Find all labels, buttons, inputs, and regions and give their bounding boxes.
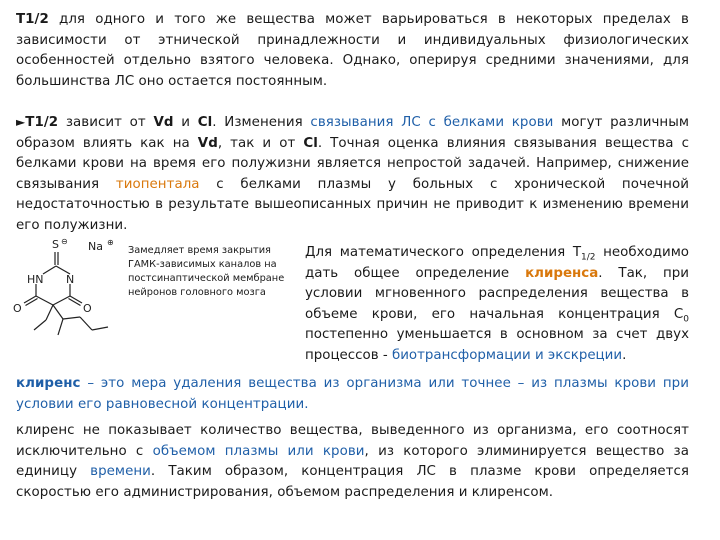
- sulfur-charge-label: ⊖: [61, 237, 68, 246]
- mechanism-caption: Замедляет время закрытия ГАМК-зависимых каналов на постсинаптической мембране нейронов головного мозга: [128, 245, 285, 298]
- vd-term: Vd: [197, 135, 218, 151]
- paragraph-text: могут различным образом влиять как на: [16, 115, 689, 151]
- cl-term: Cl: [303, 135, 318, 151]
- nitrogen-atom-label: N: [66, 273, 75, 286]
- paragraph-text: Для математического определения Т: [305, 245, 581, 260]
- subscript: 1/2: [581, 252, 596, 263]
- paragraph-clearance-intro: [305, 243, 689, 366]
- vd-term: Vd: [153, 115, 174, 130]
- paragraph-text: – это мера удаления вещества из организма или точнее – из плазмы крови при условии его равновесной концентрации.: [16, 376, 689, 412]
- half-life-term: T1/2: [25, 115, 59, 130]
- paragraph-text: . Таким образом, концентрация ЛС в плазме крови определяется скоростью его администрирования, объемом распределения и клиренсом.: [16, 464, 689, 500]
- thiopental-link[interactable]: тиопентала: [115, 176, 200, 192]
- paragraph-text: зависит от: [58, 115, 154, 130]
- paragraph-half-life-variation: [16, 10, 689, 92]
- paragraph-text: . Изменения: [212, 115, 311, 130]
- paragraph-text: .: [622, 347, 627, 363]
- paragraph-text: постепенно уменьшается в основном за счет двух процессов -: [305, 327, 689, 363]
- sodium-charge-label: ⊕: [107, 238, 114, 247]
- paragraph-text: . Точная оценка влияния связывания вещества с белками крови на время его полужизни является непростой задачей. Например, снижение связывания: [16, 135, 689, 192]
- time-link[interactable]: времени: [90, 464, 151, 479]
- plasma-volume-link[interactable]: объемом плазмы или крови: [152, 443, 365, 459]
- paragraph-text: , так и от: [217, 135, 304, 151]
- paragraph-text: и: [173, 115, 198, 130]
- paragraph-text: необходимо дать общее определение: [305, 245, 689, 281]
- sodium-atom-label: Na: [88, 240, 103, 253]
- paragraph-half-life-dependence: [16, 112, 689, 236]
- paragraph-text: . Так, при условии мгновенного распределения вещества в объеме крови, его начальная концентрация С: [305, 265, 689, 322]
- paragraph-text: с белками плазмы у больных с хронической почечной недостаточностью в результате вышеописанных причин не приводит к изменению времени его полужизни.: [16, 176, 689, 233]
- paragraph-text: , из которого элиминируется вещество за единицу: [16, 443, 689, 479]
- oxygen-atom-label: O: [13, 302, 22, 315]
- bullet-triangle-icon: ►: [16, 115, 26, 129]
- paragraph-clearance-explanation: [16, 421, 689, 503]
- cl-term: Cl: [197, 115, 213, 130]
- paragraph-text: клиренс не показывает количество вещества, выведенного из организма, его соотносят исключительно с: [16, 423, 689, 459]
- paragraph-clearance-definition: [16, 374, 689, 415]
- paragraph-text: для одного и того же вещества может варьироваться в некоторых пределах в зависимости от этнической принадлежности и индивидуальных физиологических особенностей отдельно взятого человека. Однако, оперируя средними значениями, для большинства ЛС оно остается постоянным.: [16, 12, 689, 89]
- oxygen-atom-label: O: [83, 302, 92, 315]
- half-life-term: T1/2: [16, 12, 49, 27]
- protein-binding-link[interactable]: связывания ЛС с белками крови: [310, 115, 554, 130]
- clearance-term: клиренса: [525, 265, 599, 281]
- biotransformation-link[interactable]: биотрансформации и экскреции: [391, 347, 623, 363]
- sulfur-atom-label: S: [52, 238, 59, 251]
- subscript: 0: [683, 314, 689, 325]
- molecule-bonds: [24, 252, 108, 335]
- nh-atom-label: HN: [27, 273, 44, 286]
- clearance-term: клиренс: [16, 376, 81, 391]
- thiopental-structure-diagram: [8, 232, 123, 362]
